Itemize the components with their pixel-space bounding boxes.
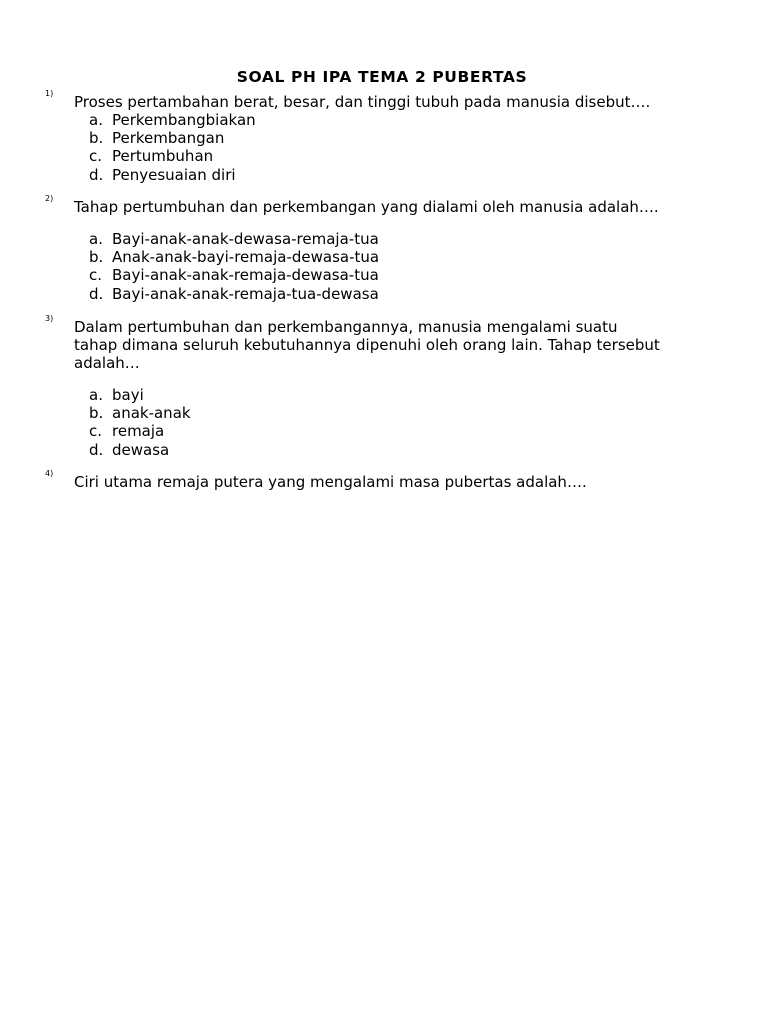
option-letter: a. (89, 230, 103, 248)
option-text: Penyesuaian diri (112, 165, 236, 184)
option-letter: b. (89, 404, 104, 423)
option-text: dewasa (112, 440, 170, 459)
option-letter: c. (89, 422, 103, 441)
option-letter: d. (89, 440, 104, 459)
option-letter: a. (89, 111, 103, 129)
option-text: bayi (112, 386, 144, 404)
question-number: 3) (45, 314, 54, 323)
question-number: 4) (45, 469, 54, 478)
question-number: 1) (45, 89, 54, 98)
option-letter: d. (89, 165, 104, 184)
question-text: Proses pertambahan berat, besar, dan tinggi tubuh pada manusia disebut…. (74, 93, 651, 111)
option-text: Bayi-anak-anak-remaja-dewasa-tua (112, 266, 379, 285)
option-letter: b. (89, 129, 104, 148)
question-text: Ciri utama remaja putera yang mengalami masa pubertas adalah…. (74, 473, 587, 491)
option-letter: a. (89, 386, 103, 404)
option-text: Perkembangbiakan (112, 111, 256, 129)
option-text: remaja (112, 422, 165, 441)
option-letter: c. (89, 266, 103, 285)
option-text: anak-anak (112, 404, 191, 423)
option-letter: c. (89, 147, 103, 166)
option-letter: d. (89, 284, 104, 303)
option-text: Bayi-anak-anak-dewasa-remaja-tua (112, 230, 379, 248)
question-number: 2) (45, 194, 54, 203)
question-text: Dalam pertumbuhan dan perkembangannya, manusia mengalami suatu tahap dimana seluruh kebutuhannya dipenuhi oleh orang lain. Tahap tersebut adalah… (74, 318, 660, 372)
document-title: SOAL PH IPA TEMA 2 PUBERTAS (236, 68, 528, 86)
option-text: Bayi-anak-anak-remaja-tua-dewasa (112, 284, 379, 303)
option-text: Perkembangan (112, 129, 225, 148)
question-text: Tahap pertumbuhan dan perkembangan yang dialami oleh manusia adalah…. (74, 198, 659, 216)
option-text: Anak-anak-bayi-remaja-dewasa-tua (112, 248, 380, 267)
option-text: Pertumbuhan (112, 147, 214, 166)
option-letter: b. (89, 248, 104, 267)
